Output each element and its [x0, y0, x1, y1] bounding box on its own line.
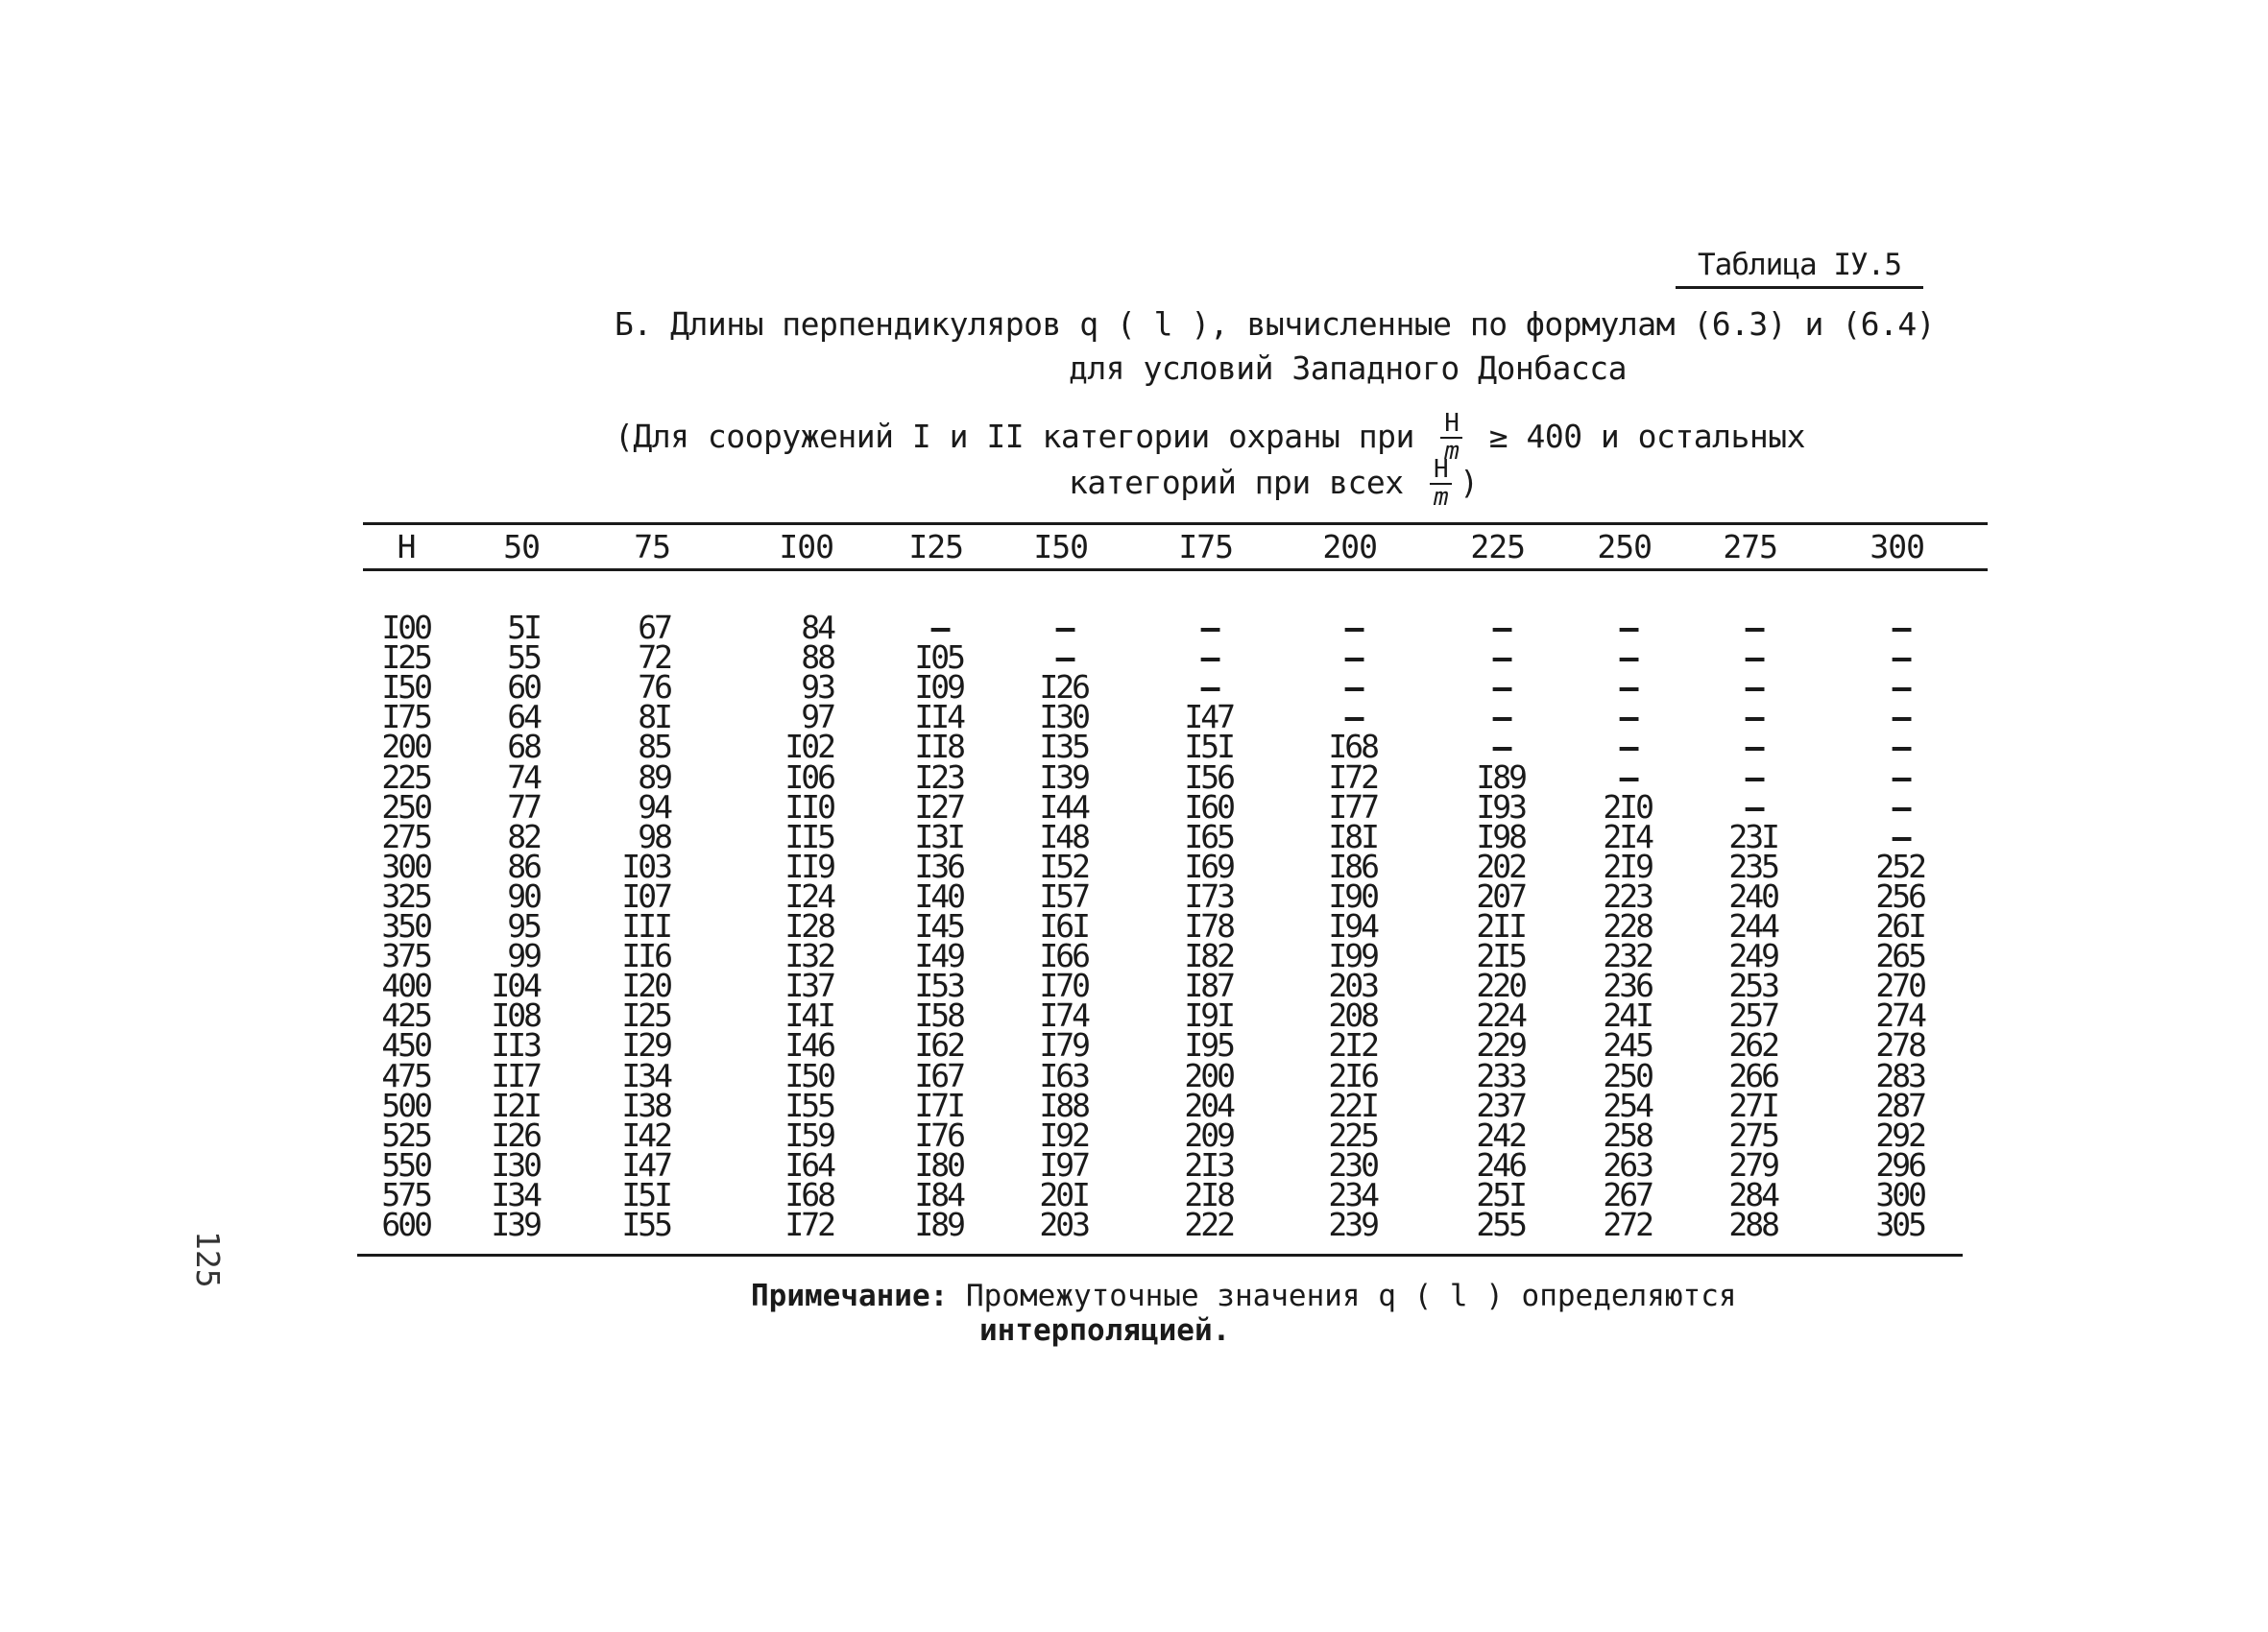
table-cell: I42: [621, 1116, 670, 1154]
table-cell: 88: [801, 638, 833, 677]
table-cell: 239: [1328, 1206, 1377, 1243]
table-cell: I67: [914, 1056, 963, 1094]
fraction-denominator: m: [1444, 437, 1460, 467]
table-cell: I58: [914, 996, 963, 1035]
table-cell: 270: [1875, 967, 1924, 1005]
table-cell: 209: [1184, 1116, 1233, 1154]
table-cell: I68: [784, 1175, 833, 1213]
table-cell: 85: [638, 728, 670, 766]
table-cell: I4I: [784, 996, 833, 1035]
table-cell: I55: [784, 1086, 833, 1124]
table-cell: II8: [914, 728, 963, 766]
fraction-numerator: H: [1430, 457, 1452, 485]
table-title-line-2: для условий Западного Донбасса: [1069, 349, 1628, 387]
table-cell: I93: [1476, 787, 1525, 826]
table-cell: 246: [1476, 1145, 1525, 1184]
table-cell: 2I9: [1603, 847, 1652, 885]
table-cell: I55: [621, 1206, 670, 1243]
row-header-cell: 200: [381, 728, 430, 766]
table-cell: I47: [621, 1145, 670, 1184]
table-cell: 240: [1728, 876, 1777, 915]
table-cell: I3I: [914, 817, 963, 855]
table-cell: I53: [914, 967, 963, 1005]
table-cell: I68: [1328, 728, 1377, 766]
table-cell: II5: [784, 817, 833, 855]
table-cell: I28: [784, 907, 833, 945]
table-cell: I87: [1184, 967, 1233, 1005]
table-cell: –: [1200, 668, 1218, 707]
table-cell: I39: [491, 1206, 540, 1243]
table-cell: –: [1344, 668, 1362, 707]
table-cell: I82: [1184, 937, 1233, 975]
table-cell: I38: [621, 1086, 670, 1124]
row-header-cell: 275: [381, 817, 430, 855]
table-cell: I26: [491, 1116, 540, 1154]
table-cell: 275: [1728, 1116, 1777, 1154]
table-cell: I73: [1184, 876, 1233, 915]
title-line-4-suffix: ): [1460, 463, 1479, 501]
table-cell: I63: [1039, 1056, 1088, 1094]
table-cell: I06: [784, 757, 833, 796]
table-cell: I80: [914, 1145, 963, 1184]
table-title-line-1: Б. Длины перпендикуляров q ( l ), вычисленные по формулам (6.3) и (6.4): [615, 305, 1936, 343]
table-cell: I5I: [621, 1175, 670, 1213]
table-cell: –: [930, 609, 948, 646]
table-cell: 237: [1476, 1086, 1525, 1124]
table-cell: 252: [1875, 847, 1924, 885]
table-cell: –: [1892, 668, 1909, 707]
table-cell: 95: [507, 907, 540, 945]
table-cell: I65: [1184, 817, 1233, 855]
row-header-cell: 400: [381, 967, 430, 1005]
table-cell: –: [1892, 638, 1909, 677]
fraction-denominator: m: [1434, 483, 1449, 513]
table-cell: 203: [1328, 967, 1377, 1005]
table-cell: 202: [1476, 847, 1525, 885]
table-cell: 98: [638, 817, 670, 855]
table-cell: I70: [1039, 967, 1088, 1005]
table-cell: 234: [1328, 1175, 1377, 1213]
table-cell: I69: [1184, 847, 1233, 885]
table-cell: 225: [1328, 1116, 1377, 1154]
table-cell: 203: [1039, 1206, 1088, 1243]
table-cell: I88: [1039, 1086, 1088, 1124]
table-cell: I26: [1039, 668, 1088, 707]
column-header: 300: [1870, 528, 1924, 565]
note-label: Примечание:: [751, 1279, 949, 1313]
table-cell: –: [1892, 698, 1909, 736]
table-cell: –: [1892, 609, 1909, 646]
table-cell: 224: [1476, 996, 1525, 1035]
row-header-cell: 475: [381, 1056, 430, 1094]
table-cell: I59: [784, 1116, 833, 1154]
table-cell: I02: [784, 728, 833, 766]
table-cell: –: [1200, 609, 1218, 646]
column-header: 200: [1322, 528, 1377, 565]
table-cell: 274: [1875, 996, 1924, 1035]
table-cell: I76: [914, 1116, 963, 1154]
table-cell: I23: [914, 757, 963, 796]
row-header-cell: 575: [381, 1175, 430, 1213]
table-cell: 72: [638, 638, 670, 677]
table-cell: –: [1492, 638, 1509, 677]
table-cell: II3: [491, 1026, 540, 1065]
table-cell: I56: [1184, 757, 1233, 796]
table-cell: 292: [1875, 1116, 1924, 1154]
table-cell: 2I0: [1603, 787, 1652, 826]
table-cell: I6I: [1039, 907, 1088, 945]
table-cell: 99: [507, 937, 540, 975]
row-header-cell: 600: [381, 1206, 430, 1243]
table-cell: I97: [1039, 1145, 1088, 1184]
table-cell: –: [1745, 757, 1762, 796]
table-cell: 272: [1603, 1206, 1652, 1243]
table-cell: I30: [491, 1145, 540, 1184]
table-cell: –: [1344, 609, 1362, 646]
table-cell: I89: [914, 1206, 963, 1243]
table-cell: 86: [507, 847, 540, 885]
table-cell: I79: [1039, 1026, 1088, 1065]
table-cell: I49: [914, 937, 963, 975]
table-cell: I20: [621, 967, 670, 1005]
table-cell: 82: [507, 817, 540, 855]
table-cell: 2I2: [1328, 1026, 1377, 1065]
row-header-cell: 250: [381, 787, 430, 826]
table-cell: 233: [1476, 1056, 1525, 1094]
table-cell: I90: [1328, 876, 1377, 915]
table-cell: –: [1892, 728, 1909, 766]
table-cell: I37: [784, 967, 833, 1005]
table-cell: I36: [914, 847, 963, 885]
table-cell: 228: [1603, 907, 1652, 945]
table-cell: I57: [1039, 876, 1088, 915]
table-cell: 84: [801, 609, 833, 646]
table-cell: I74: [1039, 996, 1088, 1035]
column-header: I75: [1178, 528, 1233, 565]
table-cell: I64: [784, 1145, 833, 1184]
table-cell: 5I: [507, 609, 540, 646]
table-cell: 262: [1728, 1026, 1777, 1065]
table-cell: 244: [1728, 907, 1777, 945]
table-cell: I29: [621, 1026, 670, 1065]
table-cell: 300: [1875, 1175, 1924, 1213]
table-cell: 2I8: [1184, 1175, 1233, 1213]
table-cell: 245: [1603, 1026, 1652, 1065]
column-header: 250: [1597, 528, 1652, 565]
table-cell: –: [1745, 728, 1762, 766]
page-number: 125: [189, 1231, 227, 1288]
table-cell: –: [1745, 698, 1762, 736]
table-cell: I04: [491, 967, 540, 1005]
table-cell: –: [1745, 668, 1762, 707]
title-line-3-suffix: ≥ 400 и остальных: [1488, 417, 1805, 455]
table-cell: I44: [1039, 787, 1088, 826]
table-cell: II0: [784, 787, 833, 826]
table-cell: I47: [1184, 698, 1233, 736]
table-title-line-4: [1069, 457, 1479, 512]
table-cell: I24: [784, 876, 833, 915]
table-cell: I8I: [1328, 817, 1377, 855]
row-header-cell: 525: [381, 1116, 430, 1154]
table-cell: 2I4: [1603, 817, 1652, 855]
table-cell: 74: [507, 757, 540, 796]
row-header-cell: 350: [381, 907, 430, 945]
table-cell: –: [1344, 638, 1362, 677]
title-line-3-prefix: (Для сооружений I и II категории охраны при: [615, 417, 1414, 455]
table-cell: 90: [507, 876, 540, 915]
table-cell: I32: [784, 937, 833, 975]
table-cell: I5I: [1184, 728, 1233, 766]
table-cell: 23I: [1728, 817, 1777, 855]
table-cell: 204: [1184, 1086, 1233, 1124]
table-cell: –: [1344, 698, 1362, 736]
table-cell: I86: [1328, 847, 1377, 885]
table-cell: I25: [621, 996, 670, 1035]
table-cell: I62: [914, 1026, 963, 1065]
table-cell: 250: [1603, 1056, 1652, 1094]
table-cell: 230: [1328, 1145, 1377, 1184]
table-cell: –: [1745, 609, 1762, 646]
table-cell: 20I: [1039, 1175, 1088, 1213]
table-cell: II6: [621, 937, 670, 975]
table-cell: 97: [801, 698, 833, 736]
table-cell: I39: [1039, 757, 1088, 796]
table-cell: –: [1055, 609, 1073, 646]
h-over-m-fraction-2: [1430, 457, 1452, 512]
column-header: 225: [1470, 528, 1525, 565]
table-cell: 263: [1603, 1145, 1652, 1184]
table-cell: –: [1492, 728, 1509, 766]
table-cell: I09: [914, 668, 963, 707]
note-text: Промежуточные значения q ( l ) определяются: [965, 1279, 1737, 1313]
table-cell: 93: [801, 668, 833, 707]
table-cell: I03: [621, 847, 670, 885]
table-cell: I40: [914, 876, 963, 915]
table-cell: II4: [914, 698, 963, 736]
table-cell: I99: [1328, 937, 1377, 975]
table-cell: 208: [1328, 996, 1377, 1035]
table-cell: 283: [1875, 1056, 1924, 1094]
table-cell: –: [1200, 638, 1218, 677]
table-cell: –: [1892, 817, 1909, 855]
table-cell: 220: [1476, 967, 1525, 1005]
table-cell: I45: [914, 907, 963, 945]
table-cell: I98: [1476, 817, 1525, 855]
table-cell: 242: [1476, 1116, 1525, 1154]
table-cell: 76: [638, 668, 670, 707]
table-cell: 284: [1728, 1175, 1777, 1213]
table-cell: I9I: [1184, 996, 1233, 1035]
table-cell: –: [1492, 698, 1509, 736]
column-header: H: [397, 528, 416, 565]
table-note: [751, 1279, 1737, 1348]
table-cell: –: [1619, 728, 1636, 766]
title-line-4-prefix: категорий при всех: [1069, 463, 1404, 501]
table-cell: 2I3: [1184, 1145, 1233, 1184]
table-cell: I35: [1039, 728, 1088, 766]
table-cell: 2I5: [1476, 937, 1525, 975]
table-cell: I60: [1184, 787, 1233, 826]
table-cell: 257: [1728, 996, 1777, 1035]
table-cell: I34: [491, 1175, 540, 1213]
table-cell: I30: [1039, 698, 1088, 736]
table-cell: 2I6: [1328, 1056, 1377, 1094]
table-cell: 229: [1476, 1026, 1525, 1065]
table-cell: 236: [1603, 967, 1652, 1005]
table-cell: II7: [491, 1056, 540, 1094]
table-cell: 207: [1476, 876, 1525, 915]
table-cell: I48: [1039, 817, 1088, 855]
table-cell: I72: [1328, 757, 1377, 796]
table-cell: 254: [1603, 1086, 1652, 1124]
table-cell: 2II: [1476, 907, 1525, 945]
table-cell: II9: [784, 847, 833, 885]
table-cell: –: [1892, 757, 1909, 796]
table-cell: –: [1492, 668, 1509, 707]
table-cell: I05: [914, 638, 963, 677]
table-cell: I34: [621, 1056, 670, 1094]
table-cell: I27: [914, 787, 963, 826]
table-cell: 235: [1728, 847, 1777, 885]
table-cell: 296: [1875, 1145, 1924, 1184]
table-cell: –: [1745, 638, 1762, 677]
fraction-numerator: H: [1440, 411, 1462, 439]
table-cell: 25I: [1476, 1175, 1525, 1213]
table-cell: I66: [1039, 937, 1088, 975]
row-header-cell: 550: [381, 1145, 430, 1184]
table-cell: 255: [1476, 1206, 1525, 1243]
row-header-cell: I75: [381, 698, 430, 736]
table-cell: –: [1619, 698, 1636, 736]
table-cell: I2I: [491, 1086, 540, 1124]
row-header-cell: 375: [381, 937, 430, 975]
column-header: I25: [908, 528, 963, 565]
table-cell: 267: [1603, 1175, 1652, 1213]
table-bottom-rule: [357, 1254, 1963, 1257]
row-header-cell: I25: [381, 638, 430, 677]
table-cell: I50: [784, 1056, 833, 1094]
table-cell: 24I: [1603, 996, 1652, 1035]
row-header-cell: 425: [381, 996, 430, 1035]
column-header: 275: [1723, 528, 1777, 565]
table-cell: 288: [1728, 1206, 1777, 1243]
row-header-cell: 300: [381, 847, 430, 885]
table-cell: 287: [1875, 1086, 1924, 1124]
table-cell: I77: [1328, 787, 1377, 826]
table-cell: I92: [1039, 1116, 1088, 1154]
column-header: 75: [634, 528, 670, 565]
table-cell: –: [1619, 668, 1636, 707]
row-header-cell: I50: [381, 668, 430, 707]
row-header-cell: 450: [381, 1026, 430, 1065]
table-cell: I95: [1184, 1026, 1233, 1065]
table-cell: I08: [491, 996, 540, 1035]
table-top-rule: [363, 522, 1988, 525]
table-cell: –: [1619, 638, 1636, 677]
table-cell: I84: [914, 1175, 963, 1213]
table-cell: 67: [638, 609, 670, 646]
table-cell: 22I: [1328, 1086, 1377, 1124]
table-cell: 265: [1875, 937, 1924, 975]
table-cell: I52: [1039, 847, 1088, 885]
table-cell: –: [1892, 787, 1909, 826]
table-cell: 77: [507, 787, 540, 826]
table-cell: I94: [1328, 907, 1377, 945]
table-cell: 266: [1728, 1056, 1777, 1094]
table-cell: 256: [1875, 876, 1924, 915]
table-cell: I72: [784, 1206, 833, 1243]
table-cell: 232: [1603, 937, 1652, 975]
table-cell: 200: [1184, 1056, 1233, 1094]
table-cell: I78: [1184, 907, 1233, 945]
table-cell: I07: [621, 876, 670, 915]
table-cell: 278: [1875, 1026, 1924, 1065]
table-cell: 222: [1184, 1206, 1233, 1243]
table-number: Таблица IУ.5: [1676, 248, 1923, 289]
table-cell: –: [1055, 638, 1073, 677]
table-cell: –: [1745, 787, 1762, 826]
table-cell: I46: [784, 1026, 833, 1065]
table-cell: 89: [638, 757, 670, 796]
table-cell: 8I: [638, 698, 670, 736]
table-cell: 27I: [1728, 1086, 1777, 1124]
row-header-cell: I00: [381, 609, 430, 646]
row-header-cell: 500: [381, 1086, 430, 1124]
table-cell: 249: [1728, 937, 1777, 975]
table-cell: 279: [1728, 1145, 1777, 1184]
table-cell: III: [621, 907, 670, 945]
table-cell: 60: [507, 668, 540, 707]
column-header: I00: [779, 528, 833, 565]
table-cell: 64: [507, 698, 540, 736]
table-cell: I89: [1476, 757, 1525, 796]
row-header-cell: 225: [381, 757, 430, 796]
note-continuation: интерполяцией.: [979, 1313, 1231, 1348]
table-cell: 305: [1875, 1206, 1924, 1243]
column-header: 50: [503, 528, 540, 565]
table-cell: 258: [1603, 1116, 1652, 1154]
table-cell: 94: [638, 787, 670, 826]
table-cell: 223: [1603, 876, 1652, 915]
table-cell: 253: [1728, 967, 1777, 1005]
table-cell: –: [1619, 757, 1636, 796]
table-cell: 68: [507, 728, 540, 766]
table-cell: 26I: [1875, 907, 1924, 945]
table-cell: I7I: [914, 1086, 963, 1124]
table-header-rule: [363, 568, 1988, 571]
column-header: I50: [1033, 528, 1088, 565]
row-header-cell: 325: [381, 876, 430, 915]
table-cell: 55: [507, 638, 540, 677]
table-cell: –: [1492, 609, 1509, 646]
table-cell: –: [1619, 609, 1636, 646]
